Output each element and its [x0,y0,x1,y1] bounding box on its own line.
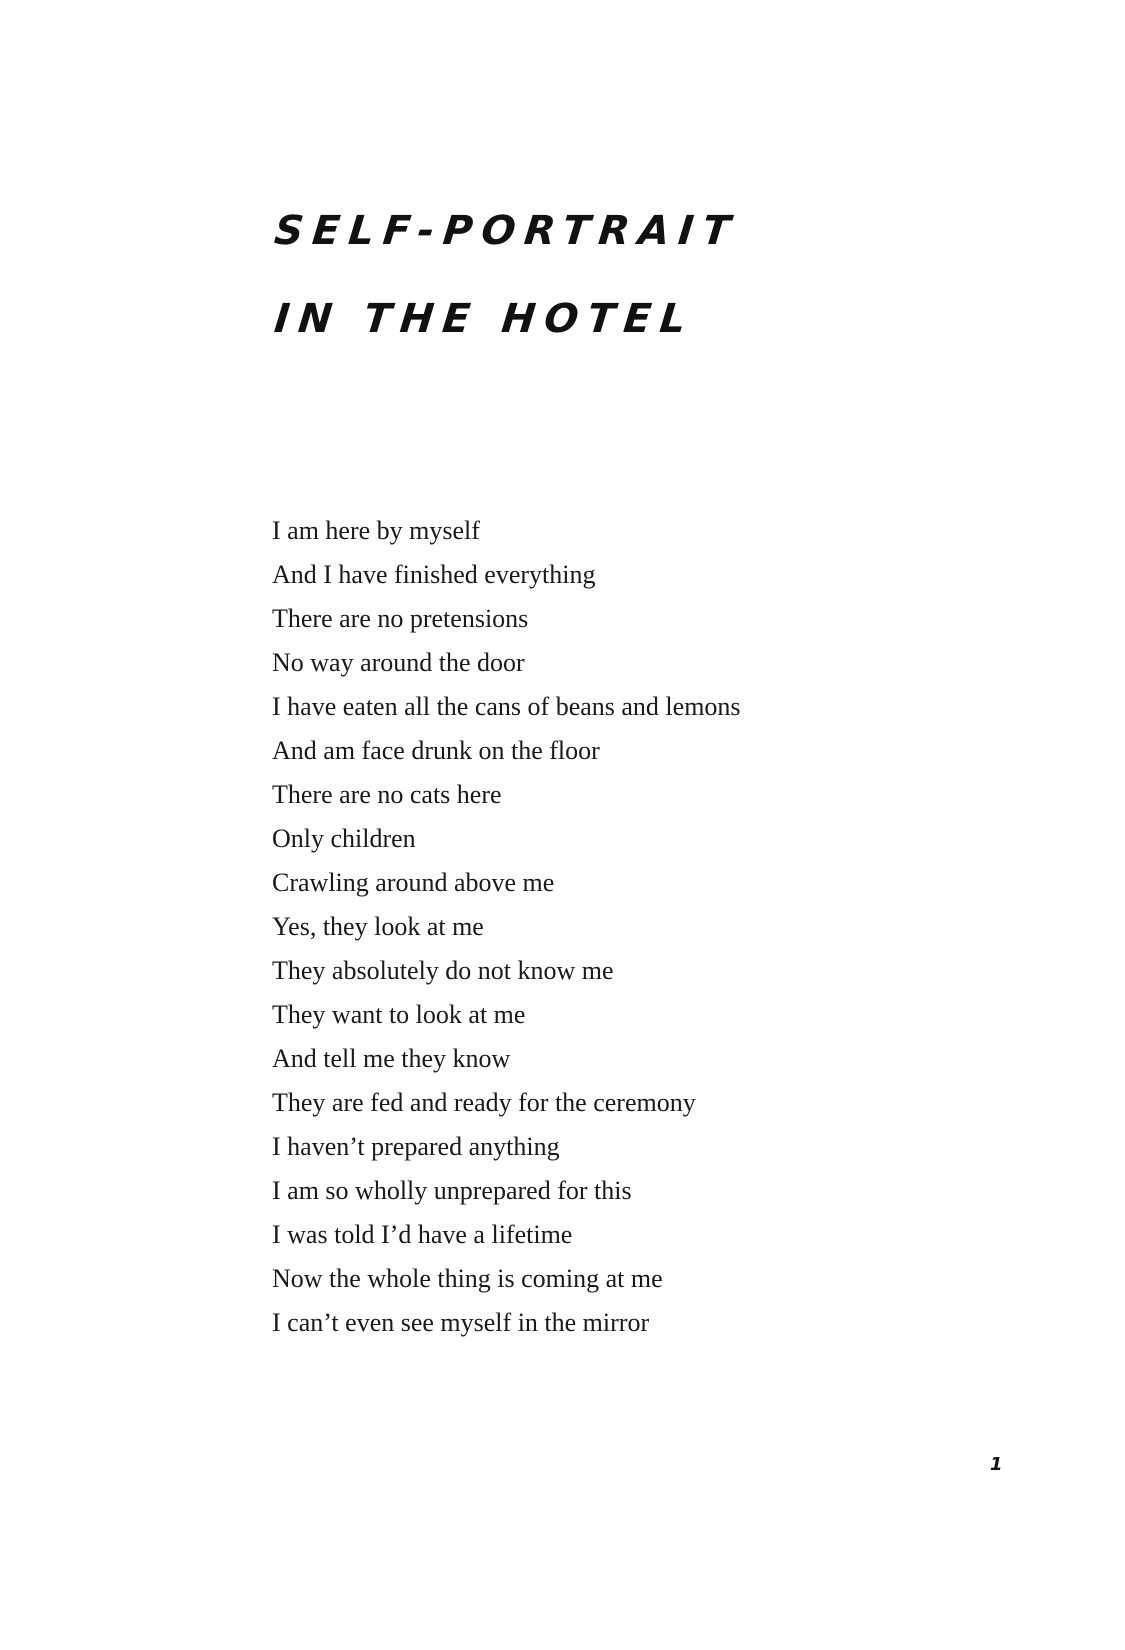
page-number: 1 [990,1454,1003,1475]
poem-line: I am so wholly unprepared for this [272,1176,632,1205]
poem-line: And I have finished everything [272,560,596,589]
poem-line: I can’t even see myself in the mirror [272,1308,650,1337]
poem-line: And am face drunk on the floor [272,736,600,765]
poem-title-line-1: SELF-PORTRAIT [272,208,742,254]
poem-line: They are fed and ready for the ceremony [272,1088,696,1117]
poem-line: And tell me they know [272,1044,511,1073]
poem-title [270,187,742,363]
poem-line: There are no cats here [272,780,502,809]
poem-line: No way around the door [272,648,525,677]
poem-line: I haven’t prepared anything [272,1132,560,1161]
poem-body [272,509,741,1345]
poem-line: Crawling around above me [272,868,555,897]
poem-title-line-2: IN THE HOTEL [272,296,697,342]
poem-line: There are no pretensions [272,604,529,633]
poem-line: They want to look at me [272,1000,526,1029]
poem-line: They absolutely do not know me [272,956,614,985]
poem-line: Now the whole thing is coming at me [272,1264,663,1293]
poem-line: Yes, they look at me [272,912,484,941]
poem-line: I am here by myself [272,516,480,545]
poem-line: I was told I’d have a lifetime [272,1220,573,1249]
poem-line: I have eaten all the cans of beans and lemons [272,692,741,721]
poem-line: Only children [272,824,416,853]
